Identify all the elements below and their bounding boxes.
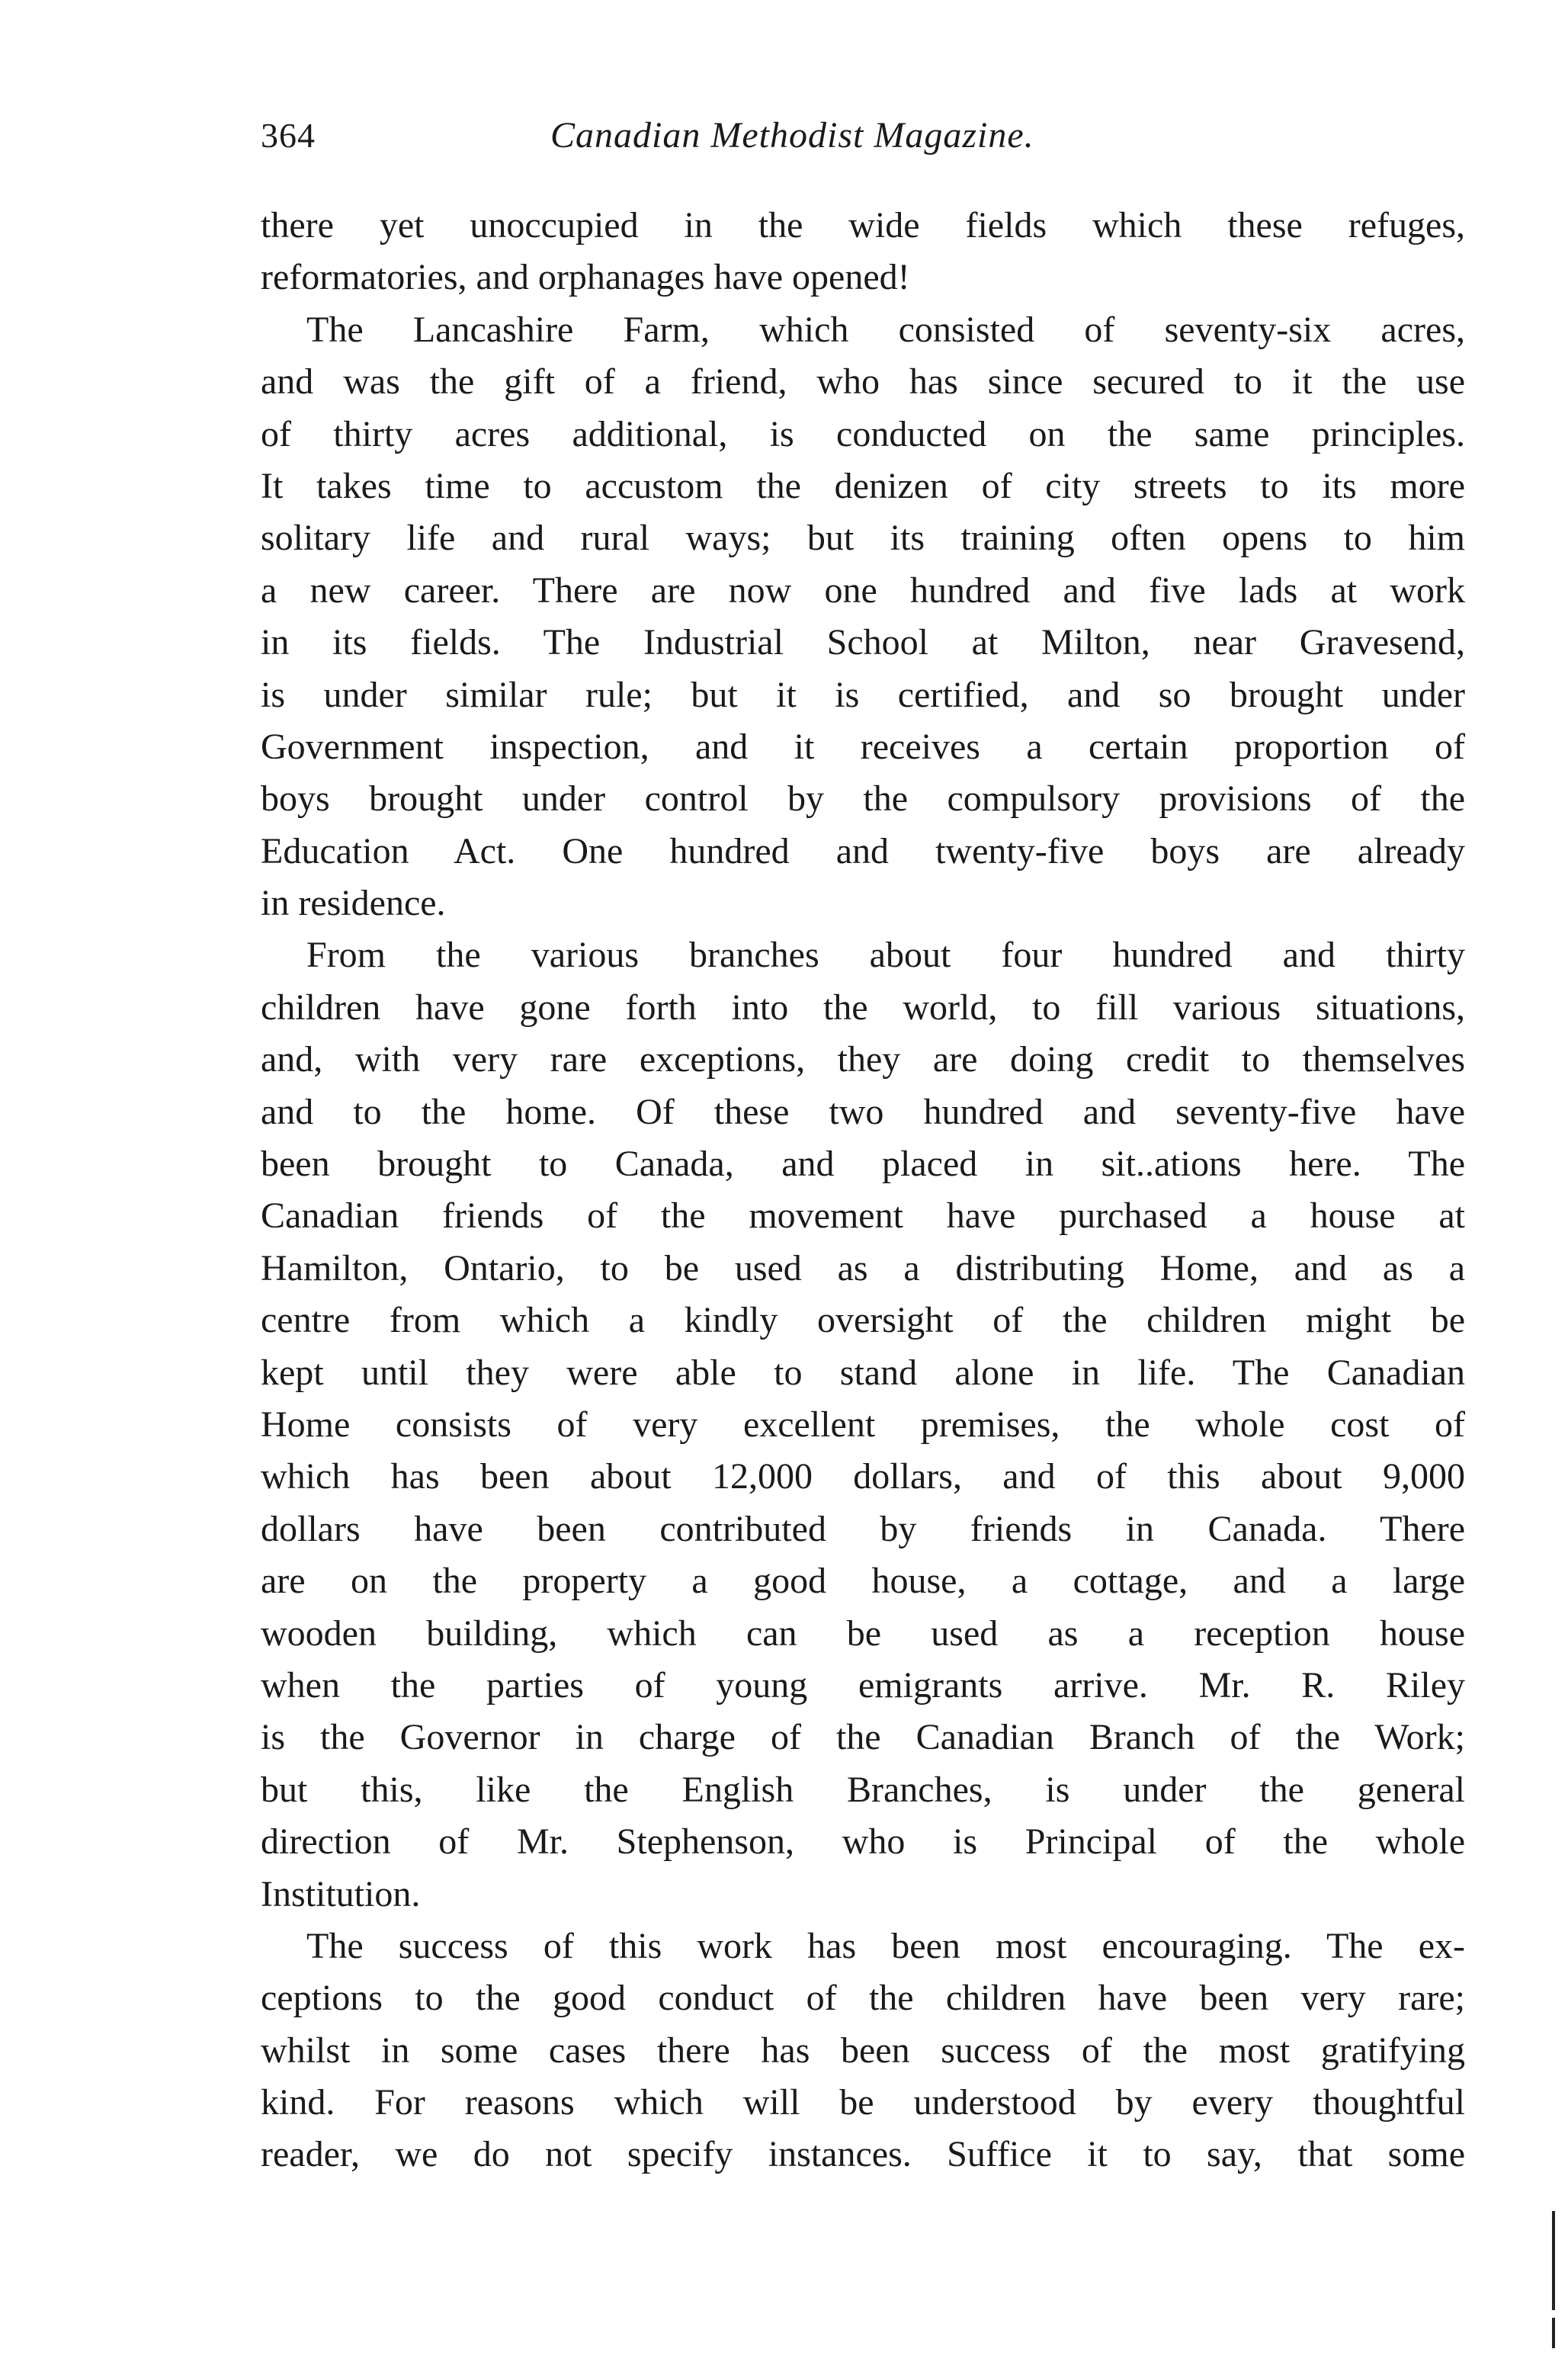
text-line: when the parties of young emigrants arrive. Mr. R. Riley [261,1664,1465,1706]
running-head [261,113,1465,166]
text-line: solitary life and rural ways; but its training often opens to him [261,518,1465,559]
text-line: dollars have been contributed by friends in Canada. There [261,1508,1465,1549]
text-line: kind. For reasons which will be understood by every thoughtful [261,2082,1465,2123]
body-text [261,200,1465,2181]
text-line: is the Governor in charge of the Canadian Branch of the Work; [261,1717,1465,1758]
text-line: and to the home. Of these two hundred and seventy-five have [261,1091,1465,1132]
text-line: whilst in some cases there has been success of the most gratifying [261,2030,1465,2071]
paragraph-2 [261,304,1465,930]
text-line: Government inspection, and it receives a certain proportion of [261,726,1465,767]
text-line: It takes time to accustom the denizen of city streets to its more [261,465,1465,506]
running-title: Canadian Methodist Magazine. [550,115,1034,156]
text-line: is under similar rule; but it is certified, and so brought under [261,674,1465,715]
text-line: but this, like the English Branches, is under the general [261,1769,1465,1810]
text-line: boys brought under control by the compulsory provisions of the [261,778,1465,820]
text-line: reformatories, and orphanages have opened! [261,257,910,298]
paragraph-1 [261,200,1465,304]
text-line: Canadian friends of the movement have purchased a house at [261,1195,1465,1237]
text-line: and, with very rare exceptions, they are doing credit to themselves [261,1039,1465,1080]
text-line: of thirty acres additional, is conducted on the same principles. [261,413,1465,454]
text-line: in its fields. The Industrial School at Milton, near Gravesend, [261,622,1465,663]
text-line: which has been about 12,000 dollars, and of this about 9,000 [261,1456,1465,1497]
text-line: centre from which a kindly oversight of the children might be [261,1300,1465,1341]
text-line: direction of Mr. Stephenson, who is Principal of the whole [261,1821,1465,1863]
text-line: From the various branches about four hundred and thirty [306,935,1465,976]
text-line: The Lancashire Farm, which consisted of seventy-six acres, [306,309,1465,350]
text-line: there yet unoccupied in the wide fields which these refuges, [261,205,1465,245]
text-line: been brought to Canada, and placed in sit..ations here. The [261,1144,1465,1185]
text-line: a new career. There are now one hundred and five lads at work [261,570,1465,611]
text-line: Education Act. One hundred and twenty-five boys are already [261,830,1465,871]
text-line: Home consists of very excellent premises, the whole cost of [261,1404,1465,1445]
text-line: Institution. [261,1873,421,1914]
text-line: in residence. [261,883,446,924]
page-number: 364 [261,116,316,155]
text-line: children have gone forth into the world, to fill various situations, [261,987,1465,1028]
paragraph-3 [261,929,1465,1920]
text-line: kept until they were able to stand alone in life. The Canadian [261,1352,1465,1393]
margin-rule [1552,2318,1555,2348]
text-line: reader, we do not specify instances. Suffice it to say, that some [261,2134,1465,2175]
text-line: ceptions to the good conduct of the children have been very rare; [261,1978,1465,2019]
text-line: The success of this work has been most encouraging. The ex- [306,1925,1465,1966]
margin-rule [1552,2211,1555,2310]
text-line: are on the property a good house, a cottage, and a large [261,1561,1465,1602]
text-line: and was the gift of a friend, who has since secured to it the use [261,361,1465,403]
text-line: Hamilton, Ontario, to be used as a distributing Home, and as a [261,1247,1465,1288]
paragraph-4 [261,1921,1465,2181]
text-line: wooden building, which can be used as a reception house [261,1612,1465,1654]
